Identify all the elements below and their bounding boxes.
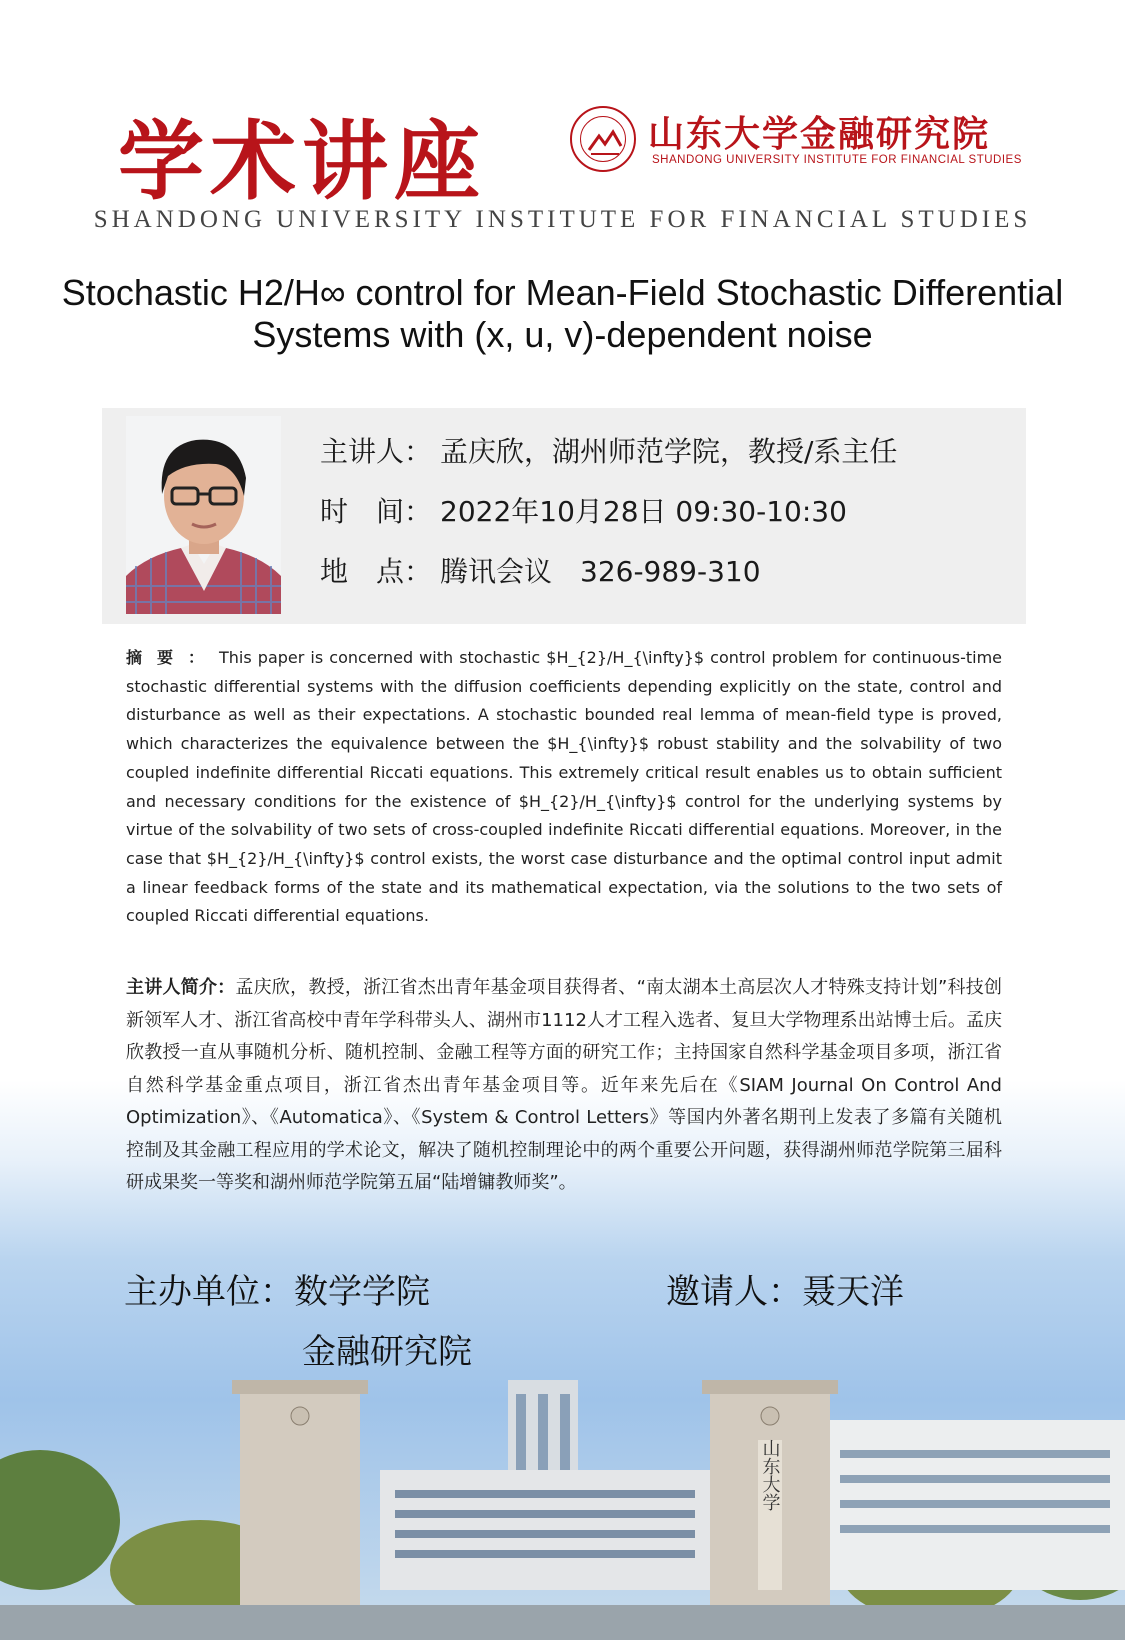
- abstract-text: This paper is concerned with stochastic $H_{2}/H_{\infty}$ control problem for continuous-time stochastic differential systems with the diffusion coefficients depending explicitly on the state, control and disturbance as well as their expectations. A stochastic bounded real lemma of mean-field type is proved, which characterizes the equivalence between the $H_{\infty}$ robust stability and the solvability of two coupled indefinite differential Riccati equations. This extremely critical result enables us to obtain sufficient and necessary conditions for the existence of $H_{2}/H_{\infty}$ control for the underlying systems by virtue of the solvability of two sets of cross-coupled indefinite Riccati differential equations. Moreover, in the case that $H_{2}/H_{\infty}$ control exists, the worst case disturbance and the optimal control input admit a linear feedback forms of the state and its mathematical expectation, via the solutions to the two sets of coupled Riccati differential equations.: [126, 648, 1002, 926]
- talk-title-line-1: Stochastic H2/H∞ control for Mean-Field Stochastic Differential: [61, 272, 1064, 313]
- bio-text: 孟庆欣，教授，浙江省杰出青年基金项目获得者、“南太湖本土高层次人才特殊支持计划”科技创新领军人才、浙江省高校中青年学科带头人、湖州市1112人才工程入选者、复旦大学物理系出站博士后。孟庆欣教授一直从事随机分析、随机控制、金融工程等方面的研究工作；主持国家自然科学基金项目多项，浙江省自然科学基金重点项目，浙江省杰出青年基金项目等。近年来先后在《SIAM Journal On Control And Optimization》、《Automatica》、《System & Control Letters》等国内外著名期刊上发表了多篇有关随机控制及其金融工程应用的学术论文，解决了随机控制理论中的两个重要公开问题，获得湖州师范学院第三届科研成果奖一等奖和湖州师范学院第五届“陆增镛教师奖”。: [126, 977, 1002, 1193]
- time-value: 2022年10月28日 09:30-10:30: [440, 495, 847, 528]
- organizer-1: 数学学院: [294, 1272, 430, 1312]
- campus-gate-illustration: [0, 1380, 1125, 1640]
- abstract-section: [126, 644, 1002, 931]
- speaker-photo: [126, 416, 281, 614]
- time-line: [320, 490, 847, 530]
- speaker-value: 孟庆欣，湖州师范学院，教授/系主任: [440, 435, 898, 468]
- place-value: 腾讯会议 326-989-310: [440, 555, 761, 588]
- inviter-line: [666, 1264, 904, 1313]
- talk-title: [30, 272, 1095, 356]
- bio-label: 主讲人简介：: [126, 977, 236, 998]
- institute-name-cn: 山东大学金融研究院: [648, 113, 991, 155]
- institute-seal-icon: [570, 106, 636, 172]
- place-label: 地 点：: [320, 555, 433, 588]
- abstract-label: 摘要：: [126, 648, 220, 667]
- organizer-line: [124, 1264, 430, 1313]
- organizer-2: 金融研究院: [302, 1332, 472, 1372]
- speaker-bio-section: [126, 972, 1002, 1200]
- place-line: [320, 550, 761, 590]
- speaker-line: [320, 430, 897, 470]
- poster-title: 学术讲座: [118, 111, 486, 212]
- time-label: 时 间：: [320, 495, 433, 528]
- gate-sign-char: 山东大学: [759, 1439, 781, 1511]
- inviter-label: 邀请人：: [666, 1272, 802, 1312]
- institute-name-en-small: SHANDONG UNIVERSITY INSTITUTE FOR FINANCIAL STUDIES: [652, 154, 1022, 166]
- inviter-value: 聂天洋: [802, 1272, 904, 1312]
- speaker-label: 主讲人：: [320, 435, 433, 468]
- seal-mark-icon: [587, 126, 623, 156]
- institute-name-en-banner: SHANDONG UNIVERSITY INSTITUTE FOR FINANCIAL STUDIES: [93, 206, 1032, 233]
- talk-title-line-2: Systems with (x, u, v)-dependent noise: [252, 314, 873, 355]
- organizer-label: 主办单位：: [124, 1272, 294, 1312]
